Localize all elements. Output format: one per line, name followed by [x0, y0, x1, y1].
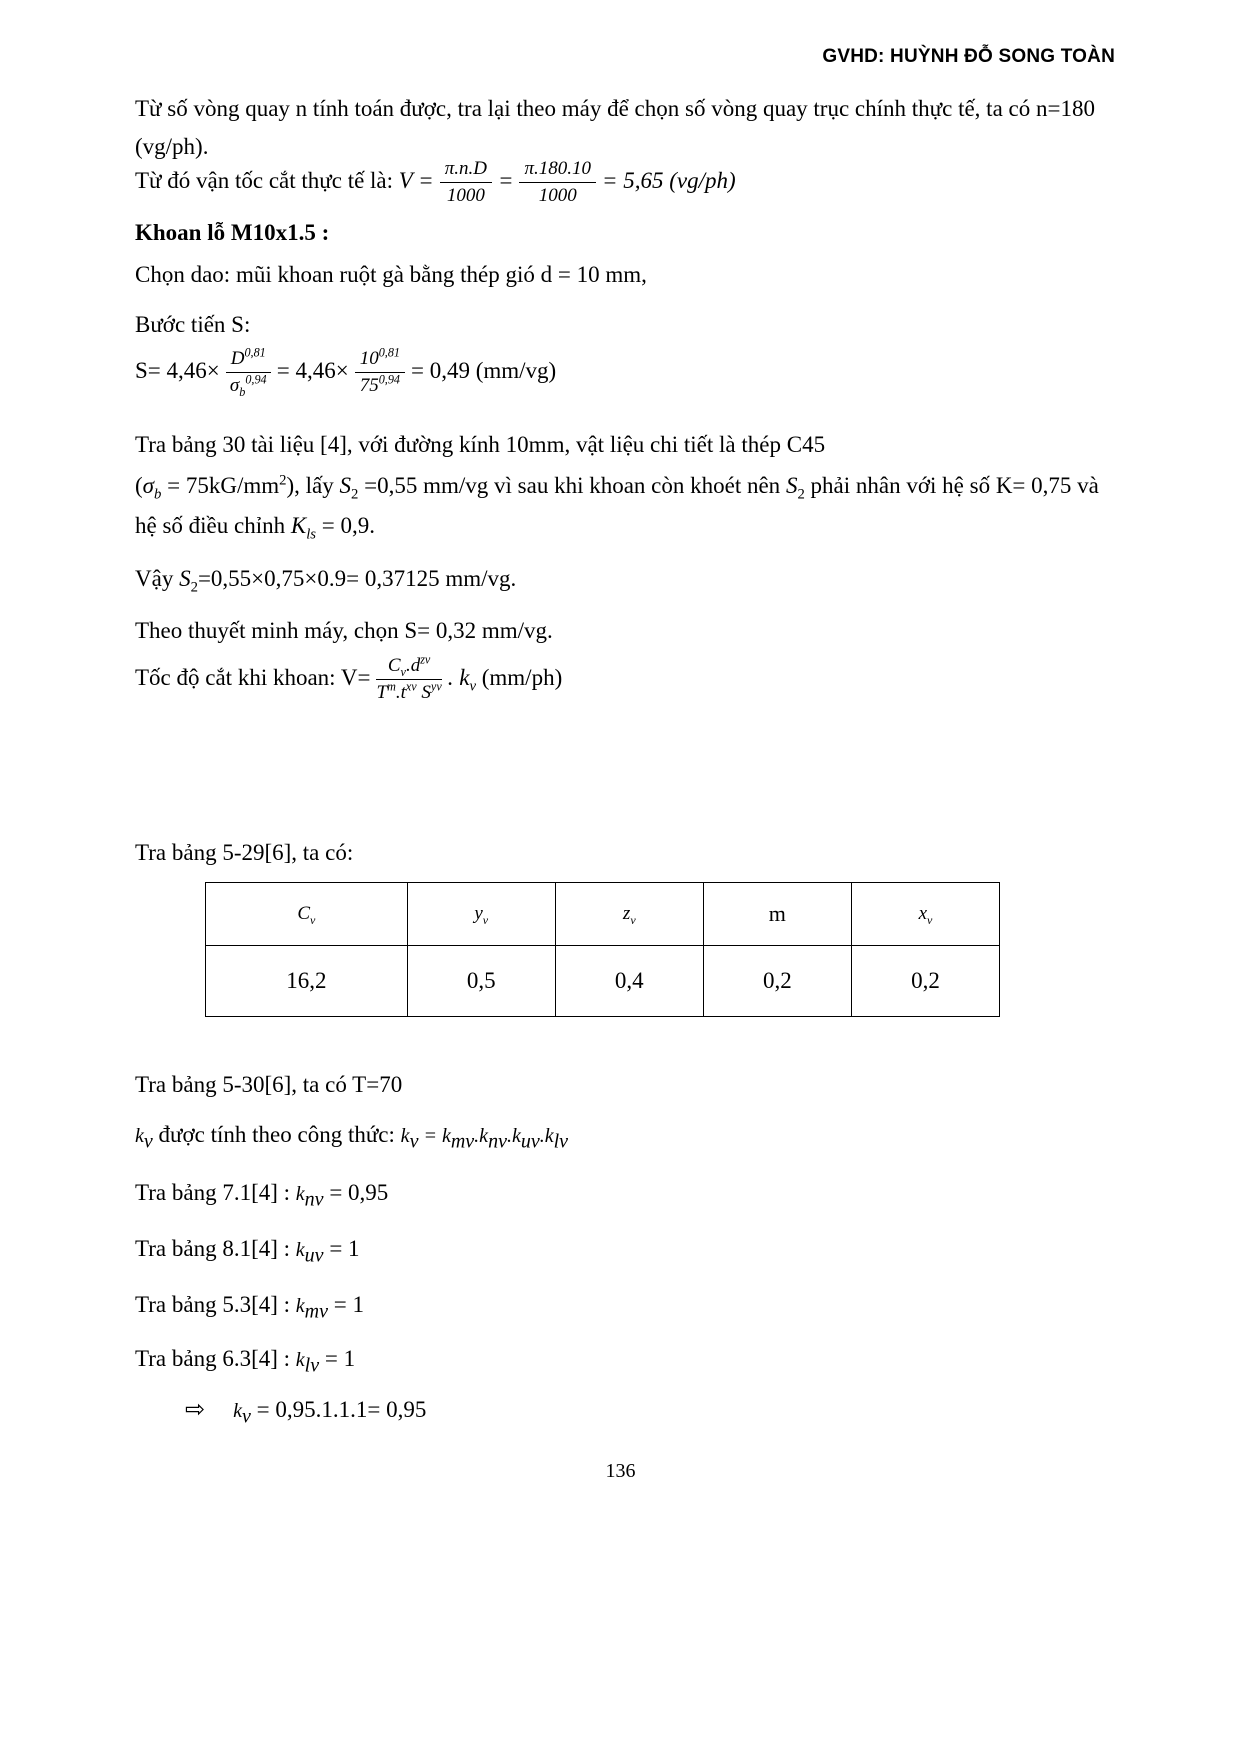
paragraph-tra-bang-530: Tra bảng 5-30[6], ta có T=70	[135, 1072, 403, 1097]
page-number: 136	[605, 1460, 636, 1482]
table-header-m	[703, 883, 851, 946]
feed-formula	[135, 345, 1115, 399]
dot-separator: .	[474, 1125, 480, 1147]
velocity-formula-result: = 5,65 (vg/ph)	[602, 167, 736, 193]
k-subscript: ls	[306, 526, 317, 543]
denominator-exponent: xv	[405, 679, 417, 694]
knv-subscript: nv	[488, 1130, 507, 1153]
numerator-exponent: 0,81	[378, 345, 400, 360]
kv-symbol: k	[233, 1400, 242, 1422]
coefficients-table	[205, 882, 1000, 1017]
conclusion-line	[185, 1390, 1165, 1430]
feed-formula-prefix: S= 4,46×	[135, 357, 220, 383]
s2-subscript: 2	[351, 486, 359, 503]
cut-speed-formula	[135, 652, 1115, 704]
table-header-zv	[555, 883, 703, 946]
text: Tra bảng 5.3[4] :	[135, 1292, 296, 1317]
denominator-base: σ	[229, 375, 240, 396]
k-line-2	[135, 1230, 1115, 1269]
kv-subscript: v	[242, 1405, 251, 1428]
numerator-term: .d	[405, 655, 421, 676]
dot-separator: .	[539, 1125, 545, 1147]
text: được tính theo công thức:	[152, 1122, 401, 1147]
paragraph-tra-bang-529: Tra bảng 5-29[6], ta có:	[135, 840, 354, 865]
table-cell: 16,2	[206, 946, 408, 1017]
header-subscript: v	[482, 912, 489, 927]
value: = 0,95	[323, 1180, 389, 1205]
kuv-subscript: uv	[304, 1244, 324, 1267]
kv-subscript: v	[469, 678, 476, 695]
value: = 0,95.1.1.1= 0,95	[250, 1397, 427, 1422]
fraction-numerator	[376, 652, 441, 680]
header-subscript: v	[630, 912, 636, 927]
klv-subscript: lv	[553, 1130, 569, 1153]
paragraph-sigma	[135, 466, 1115, 546]
velocity-formula-lhs: V =	[398, 167, 434, 193]
kv-subscript: v	[143, 1130, 153, 1153]
denominator-subscript: b	[239, 384, 246, 399]
paragraph-vay	[135, 560, 1115, 598]
fraction-2	[355, 345, 405, 397]
denominator-base: 75	[359, 375, 379, 396]
fraction-2-denominator	[355, 373, 405, 397]
arrow-right-icon: ⇨	[185, 1395, 206, 1423]
text: phải nhân với hệ số K= 0,75 và hệ số điều chỉnh	[135, 473, 1099, 538]
header-symbol: m	[768, 901, 786, 926]
table-cell: 0,4	[555, 946, 703, 1017]
s2-symbol: S	[785, 473, 798, 498]
feed-formula-result: = 0,49 (mm/vg)	[410, 357, 557, 383]
velocity-formula-prefix: Từ đó vận tốc cắt thực tế là:	[135, 167, 399, 193]
k-line-3	[135, 1286, 1115, 1325]
denominator-term: .t	[395, 682, 406, 703]
denominator-base: T	[376, 682, 388, 703]
fraction-1	[226, 345, 271, 399]
header-symbol: C	[297, 903, 311, 924]
kmv-subscript: mv	[450, 1130, 475, 1153]
denominator-term: S	[416, 682, 431, 703]
equals-sign: = 4,46×	[276, 357, 349, 383]
header-gvhd: GVHD: HUỲNH ĐỖ SONG TOÀN	[822, 46, 1115, 67]
equals-sign: =	[418, 1125, 442, 1147]
fraction	[376, 652, 442, 704]
numerator-base: 10	[359, 348, 379, 369]
klv-symbol: k	[544, 1125, 554, 1147]
numerator-exponent: zv	[420, 652, 431, 667]
table-header-xv	[851, 883, 999, 946]
velocity-formula	[135, 158, 1115, 207]
fraction-2-denominator: 1000	[538, 185, 577, 206]
kv-definition-formula	[135, 1116, 1115, 1155]
text: =0,55 mm/vg vì sau khi khoan còn khoét nên	[358, 473, 786, 498]
table-header-row	[206, 883, 1000, 946]
kuv-symbol: k	[511, 1125, 521, 1147]
sigma-symbol: σ	[142, 473, 155, 498]
denominator-exponent: yv	[430, 679, 442, 694]
denominator-exponent: 0,94	[245, 372, 267, 387]
fraction-1-denominator: 1000	[446, 185, 485, 206]
fraction-2-numerator	[355, 345, 405, 373]
paragraph-theo-thuyet-minh: Theo thuyết minh máy, chọn S= 0,32 mm/vg.	[135, 618, 553, 643]
kv-subscript: v	[409, 1130, 419, 1153]
kv-symbol: k	[135, 1125, 144, 1147]
cut-speed-prefix: Tốc độ cắt khi khoan: V=	[135, 664, 371, 690]
fraction-1-numerator	[226, 345, 271, 373]
table-header-yv	[407, 883, 555, 946]
text: Tra bảng 7.1[4] :	[135, 1180, 296, 1205]
klv-subscript: lv	[304, 1354, 320, 1377]
table-value-row	[206, 946, 1000, 1017]
text: = 75kG/mm	[161, 473, 280, 498]
k-line-1	[135, 1174, 1115, 1213]
text: (	[135, 473, 143, 498]
text: Vậy	[135, 566, 180, 591]
kmv-symbol: k	[441, 1125, 451, 1147]
header-subscript: v	[927, 912, 933, 927]
header-symbol: z	[622, 903, 631, 924]
text: =0,55×0,75×0.9= 0,37125 mm/vg.	[197, 566, 517, 591]
fraction-2-numerator: π.180.10	[519, 158, 596, 183]
knv-subscript: nv	[304, 1188, 324, 1211]
kv-symbol: k	[400, 1125, 410, 1147]
klv-symbol: k	[295, 1349, 305, 1371]
paragraph-chon-dao: Chọn dao: mũi khoan ruột gà bằng thép gió d = 10 mm,	[135, 262, 647, 287]
table-cell: 0,5	[407, 946, 555, 1017]
text: Tra bảng 6.3[4] :	[135, 1346, 296, 1371]
table-cell: 0,2	[703, 946, 851, 1017]
numerator-subscript: v	[400, 664, 406, 679]
knv-symbol: k	[295, 1183, 305, 1205]
paragraph-tra-bang-30: Tra bảng 30 tài liệu [4], với đường kính 10mm, vật liệu chi tiết là thép C45	[135, 432, 826, 457]
knv-symbol: k	[479, 1125, 489, 1147]
header-subscript: v	[310, 912, 316, 927]
kuv-subscript: uv	[520, 1130, 540, 1153]
value: = 1	[323, 1236, 360, 1261]
denominator-exponent: 0,94	[378, 372, 400, 387]
sigma-subscript: b	[154, 486, 162, 503]
equals-sign: =	[497, 167, 514, 193]
paragraph-rpm: Từ số vòng quay n tính toán được, tra lại theo máy để chọn số vòng quay trục chính thực tế, ta có n=180 (vg/ph).	[135, 96, 1095, 159]
text: ), lấy	[286, 473, 340, 498]
s2-symbol: S	[179, 566, 191, 591]
s2-subscript: 2	[190, 579, 198, 596]
numerator-base: C	[387, 655, 401, 676]
kmv-subscript: mv	[304, 1300, 328, 1323]
fraction-1	[440, 158, 492, 207]
k-symbol: K	[290, 513, 307, 538]
fraction-denominator	[376, 680, 441, 704]
unit-label: (mm/ph)	[475, 664, 563, 690]
table-header-cv	[206, 883, 408, 946]
dot-separator: .	[506, 1125, 512, 1147]
k-line-4	[135, 1340, 1115, 1379]
fraction-1-denominator	[226, 373, 271, 397]
header-symbol: y	[474, 903, 483, 924]
value: = 1	[328, 1292, 364, 1317]
dot-separator: .	[447, 664, 460, 690]
kv-symbol: k	[459, 664, 470, 690]
heading-khoan: Khoan lỗ M10x1.5 :	[135, 220, 330, 245]
kuv-symbol: k	[295, 1239, 305, 1261]
paragraph-buoc-tien: Bước tiến S:	[135, 312, 251, 337]
numerator-exponent: 0,81	[244, 345, 266, 360]
fraction-2	[519, 158, 596, 207]
s2-symbol: S	[339, 473, 352, 498]
header-symbol: x	[918, 903, 927, 924]
exponent: 2	[279, 472, 287, 489]
fraction-1-numerator: π.n.D	[440, 158, 492, 183]
text: = 0,9.	[316, 513, 376, 538]
table-cell: 0,2	[851, 946, 999, 1017]
text: Tra bảng 8.1[4] :	[135, 1236, 296, 1261]
denominator-exponent: m	[387, 679, 396, 694]
numerator-base: D	[230, 348, 245, 369]
s2-subscript: 2	[797, 486, 805, 503]
kmv-symbol: k	[295, 1295, 305, 1317]
value: = 1	[319, 1346, 356, 1371]
